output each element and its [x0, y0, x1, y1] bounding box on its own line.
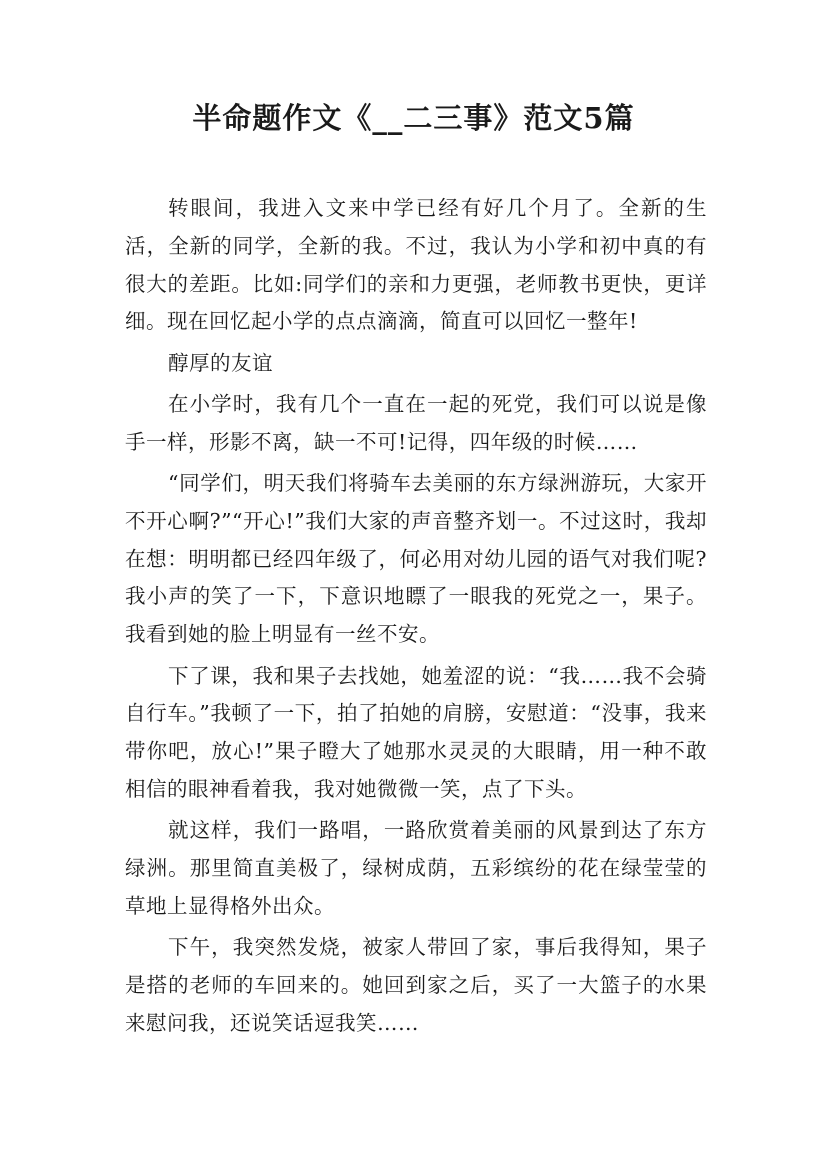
document-title: 半命题作文《__二三事》范文5篇 [192, 101, 635, 135]
paragraph: 在小学时，我有几个一直在一起的死党，我们可以说是像手一样，形影不离，缺一不可!记得，四年级的时候…… [125, 391, 707, 454]
paragraph: 下了课，我和果子去找她，她羞涩的说：“我……我不会骑自行车。”我顿了一下，拍了拍她的肩膀，安慰道：“没事，我来带你吧，放心!”果子瞪大了她那水灵灵的大眼睛，用一种不敢相信的眼神看着我，我对她微微一笑，点了下头。 [125, 663, 707, 801]
paragraph: 就这样，我们一路唱，一路欣赏着美丽的风景到达了东方绿洲。那里简直美极了，绿树成荫，五彩缤纷的花在绿莹莹的草地上显得格外出众。 [125, 818, 707, 918]
paragraph: “同学们，明天我们将骑车去美丽的东方绿洲游玩，大家开不开心啊?”“开心!”我们大家的声音整齐划一。不过这时，我却在想：明明都已经四年级了，何必用对幼儿园的语气对我们呢?我小声的笑了一下，下意识地瞟了一眼我的死党之一，果子。我看到她的脸上明显有一丝不安。 [125, 471, 707, 647]
section-heading: 醇厚的友谊 [168, 350, 273, 375]
document-body [125, 190, 707, 1046]
paragraph: 转眼间，我进入文来中学已经有好几个月了。全新的生活，全新的同学，全新的我。不过，我认为小学和初中真的有很大的差距。比如:同学们的亲和力更强，老师教书更快，更详细。现在回忆起小学的点点滴滴，简直可以回忆一整年! [125, 196, 707, 334]
paragraph: 下午，我突然发烧，被家人带回了家，事后我得知，果子是搭的老师的车回来的。她回到家之后，买了一大篮子的水果来慰问我，还说笑话逗我笑…… [125, 935, 707, 1035]
